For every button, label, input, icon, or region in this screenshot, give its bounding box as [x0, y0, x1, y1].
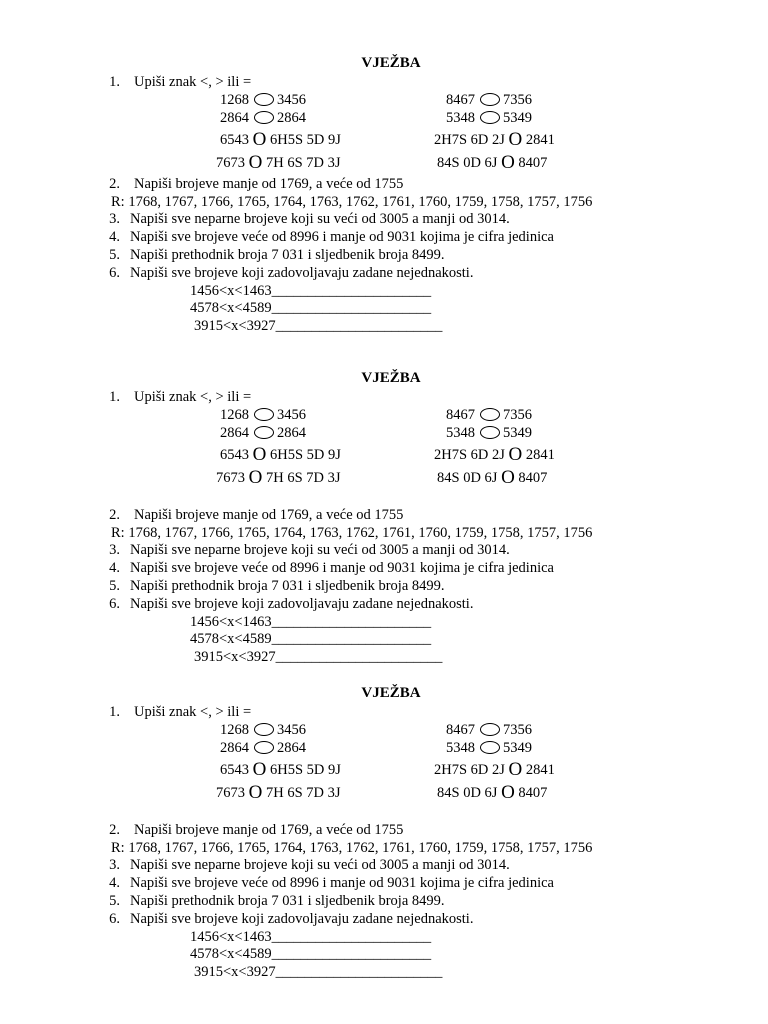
compare-symbol[interactable]: O	[501, 782, 515, 803]
compare-symbol[interactable]: O	[252, 129, 267, 150]
expr-left: 7673	[216, 785, 245, 801]
answer-oval[interactable]	[480, 426, 500, 439]
q2-text: Napiši brojeve manje od 1769, a veće od 1755	[134, 822, 404, 838]
q6-number: 6.	[109, 265, 120, 281]
compare-right: 3456	[277, 407, 306, 423]
q1-text: Upiši znak <, > ili =	[134, 74, 252, 90]
q3-text: Napiši sve neparne brojeve koji su veći od 3005 a manji od 3014.	[130, 542, 510, 558]
expr-left: 6543	[220, 447, 249, 463]
compare-left: 2864	[220, 110, 249, 126]
q3-number: 3.	[109, 211, 120, 227]
compare-symbol[interactable]: O	[508, 444, 523, 465]
compare-pair	[446, 406, 532, 424]
compare-symbol[interactable]: O	[252, 444, 267, 465]
compare-expression	[216, 784, 341, 802]
inequality-line[interactable]: 3915<x<3927_______________________	[194, 649, 443, 665]
inequality-line[interactable]: 3915<x<3927_______________________	[194, 318, 443, 334]
compare-right: 5349	[503, 425, 532, 441]
q4-number: 4.	[109, 229, 120, 245]
compare-right: 3456	[277, 722, 306, 738]
expr-left: 6543	[220, 762, 249, 778]
compare-expression	[220, 761, 341, 779]
q6-text: Napiši sve brojeve koji zadovoljavaju zadane nejednakosti.	[130, 911, 474, 927]
compare-left: 8467	[446, 407, 475, 423]
compare-expression	[216, 154, 341, 172]
q6-number: 6.	[109, 911, 120, 927]
compare-pair	[220, 424, 306, 442]
compare-symbol[interactable]: O	[248, 782, 263, 803]
expr-right: 2841	[525, 762, 555, 778]
compare-right: 5349	[503, 740, 532, 756]
inequality-line[interactable]: 1456<x<1463______________________	[190, 929, 432, 945]
expr-right: 7H 6S 7D 3J	[265, 470, 341, 486]
q1-text: Upiši znak <, > ili =	[134, 704, 252, 720]
expr-right: 2841	[525, 132, 555, 148]
expr-right: 8407	[518, 470, 548, 486]
compare-right: 7356	[503, 722, 532, 738]
expr-left: 7673	[216, 470, 245, 486]
q4-text: Napiši sve brojeve veće od 8996 i manje od 9031 kojima je cifra jedinica	[130, 560, 554, 576]
compare-expression	[434, 761, 555, 779]
expr-left: 2H7S 6D 2J	[434, 132, 505, 148]
compare-left: 1268	[220, 407, 249, 423]
compare-left: 2864	[220, 425, 249, 441]
compare-pair	[220, 109, 306, 127]
compare-right: 5349	[503, 110, 532, 126]
expr-right: 6H5S 5D 9J	[269, 132, 341, 148]
answer-oval[interactable]	[254, 426, 274, 439]
expr-left: 2H7S 6D 2J	[434, 447, 505, 463]
worksheet-2	[0, 369, 768, 669]
expr-left: 2H7S 6D 2J	[434, 762, 505, 778]
compare-pair	[220, 739, 306, 757]
answer-oval[interactable]	[254, 723, 274, 736]
q4-number: 4.	[109, 560, 120, 576]
compare-expression	[434, 131, 555, 149]
expr-left: 7673	[216, 155, 245, 171]
q2-number: 2.	[109, 507, 120, 523]
compare-right: 2864	[277, 425, 306, 441]
compare-symbol[interactable]: O	[248, 467, 263, 488]
q3-text: Napiši sve neparne brojeve koji su veći od 3005 a manji od 3014.	[130, 211, 510, 227]
q1-number: 1.	[109, 74, 120, 90]
worksheet-3	[0, 684, 768, 984]
compare-left: 2864	[220, 740, 249, 756]
q1-number: 1.	[109, 389, 120, 405]
compare-left: 1268	[220, 722, 249, 738]
compare-pair	[220, 721, 306, 739]
q3-text: Napiši sve neparne brojeve koji su veći od 3005 a manji od 3014.	[130, 857, 510, 873]
answer-oval[interactable]	[480, 723, 500, 736]
answer-oval[interactable]	[480, 741, 500, 754]
compare-pair	[446, 739, 532, 757]
q5-number: 5.	[109, 893, 120, 909]
compare-pair	[220, 406, 306, 424]
compare-left: 8467	[446, 92, 475, 108]
compare-left: 8467	[446, 722, 475, 738]
q3-number: 3.	[109, 542, 120, 558]
compare-expression	[220, 131, 341, 149]
q5-number: 5.	[109, 247, 120, 263]
answer-oval[interactable]	[254, 741, 274, 754]
compare-symbol[interactable]: O	[501, 152, 515, 173]
q2-answer: R: 1768, 1767, 1766, 1765, 1764, 1763, 1762, 1761, 1760, 1759, 1758, 1757, 1756	[111, 840, 593, 856]
expr-left: 84S 0D 6J	[437, 785, 498, 801]
compare-expression	[220, 446, 341, 464]
inequality-line[interactable]: 1456<x<1463______________________	[190, 283, 432, 299]
q3-number: 3.	[109, 857, 120, 873]
compare-expression	[434, 446, 555, 464]
q6-text: Napiši sve brojeve koji zadovoljavaju zadane nejednakosti.	[130, 596, 474, 612]
inequality-line[interactable]: 3915<x<3927_______________________	[194, 964, 443, 980]
compare-right: 7356	[503, 407, 532, 423]
compare-pair	[446, 91, 532, 109]
q4-text: Napiši sve brojeve veće od 8996 i manje od 9031 kojima je cifra jedinica	[130, 875, 554, 891]
worksheet-1	[0, 54, 768, 354]
q2-number: 2.	[109, 822, 120, 838]
compare-pair	[446, 424, 532, 442]
expr-left: 84S 0D 6J	[437, 155, 498, 171]
expr-right: 7H 6S 7D 3J	[265, 155, 341, 171]
expr-left: 6543	[220, 132, 249, 148]
answer-oval[interactable]	[480, 93, 500, 106]
compare-pair	[446, 109, 532, 127]
expr-right: 7H 6S 7D 3J	[265, 785, 341, 801]
inequality-line[interactable]: 4578<x<4589______________________	[190, 300, 432, 316]
q5-text: Napiši prethodnik broja 7 031 i sljedbenik broja 8499.	[130, 247, 445, 263]
compare-pair	[220, 91, 306, 109]
expr-right: 2841	[525, 447, 555, 463]
compare-left: 1268	[220, 92, 249, 108]
compare-expression	[216, 469, 341, 487]
expr-right: 8407	[518, 785, 548, 801]
compare-right: 2864	[277, 110, 306, 126]
q2-text: Napiši brojeve manje od 1769, a veće od 1755	[134, 507, 404, 523]
q2-answer: R: 1768, 1767, 1766, 1765, 1764, 1763, 1762, 1761, 1760, 1759, 1758, 1757, 1756	[111, 194, 593, 210]
compare-expression	[437, 784, 547, 802]
q5-text: Napiši prethodnik broja 7 031 i sljedbenik broja 8499.	[130, 578, 445, 594]
worksheet-title: VJEŽBA	[361, 685, 421, 701]
compare-symbol[interactable]: O	[508, 759, 523, 780]
inequality-line[interactable]: 4578<x<4589______________________	[190, 631, 432, 647]
inequality-line[interactable]: 4578<x<4589______________________	[190, 946, 432, 962]
q1-number: 1.	[109, 704, 120, 720]
q2-number: 2.	[109, 176, 120, 192]
worksheet-title: VJEŽBA	[361, 55, 421, 71]
compare-left: 5348	[446, 425, 475, 441]
compare-right: 7356	[503, 92, 532, 108]
q6-text: Napiši sve brojeve koji zadovoljavaju zadane nejednakosti.	[130, 265, 474, 281]
q6-number: 6.	[109, 596, 120, 612]
expr-left: 84S 0D 6J	[437, 470, 498, 486]
answer-oval[interactable]	[254, 93, 274, 106]
compare-expression	[437, 469, 547, 487]
q5-text: Napiši prethodnik broja 7 031 i sljedbenik broja 8499.	[130, 893, 445, 909]
q4-number: 4.	[109, 875, 120, 891]
worksheet-title: VJEŽBA	[361, 370, 421, 386]
compare-right: 3456	[277, 92, 306, 108]
compare-symbol[interactable]: O	[252, 759, 267, 780]
q1-text: Upiši znak <, > ili =	[134, 389, 252, 405]
compare-symbol[interactable]: O	[501, 467, 515, 488]
q4-text: Napiši sve brojeve veće od 8996 i manje od 9031 kojima je cifra jedinica	[130, 229, 554, 245]
compare-symbol[interactable]: O	[508, 129, 523, 150]
answer-oval[interactable]	[480, 408, 500, 421]
q2-text: Napiši brojeve manje od 1769, a veće od 1755	[134, 176, 404, 192]
expr-right: 6H5S 5D 9J	[269, 447, 341, 463]
q5-number: 5.	[109, 578, 120, 594]
answer-oval[interactable]	[254, 111, 274, 124]
compare-pair	[446, 721, 532, 739]
compare-right: 2864	[277, 740, 306, 756]
q2-answer: R: 1768, 1767, 1766, 1765, 1764, 1763, 1762, 1761, 1760, 1759, 1758, 1757, 1756	[111, 525, 593, 541]
compare-symbol[interactable]: O	[248, 152, 263, 173]
expr-right: 8407	[518, 155, 548, 171]
compare-expression	[437, 154, 547, 172]
answer-oval[interactable]	[480, 111, 500, 124]
inequality-line[interactable]: 1456<x<1463______________________	[190, 614, 432, 630]
answer-oval[interactable]	[254, 408, 274, 421]
compare-left: 5348	[446, 110, 475, 126]
expr-right: 6H5S 5D 9J	[269, 762, 341, 778]
compare-left: 5348	[446, 740, 475, 756]
